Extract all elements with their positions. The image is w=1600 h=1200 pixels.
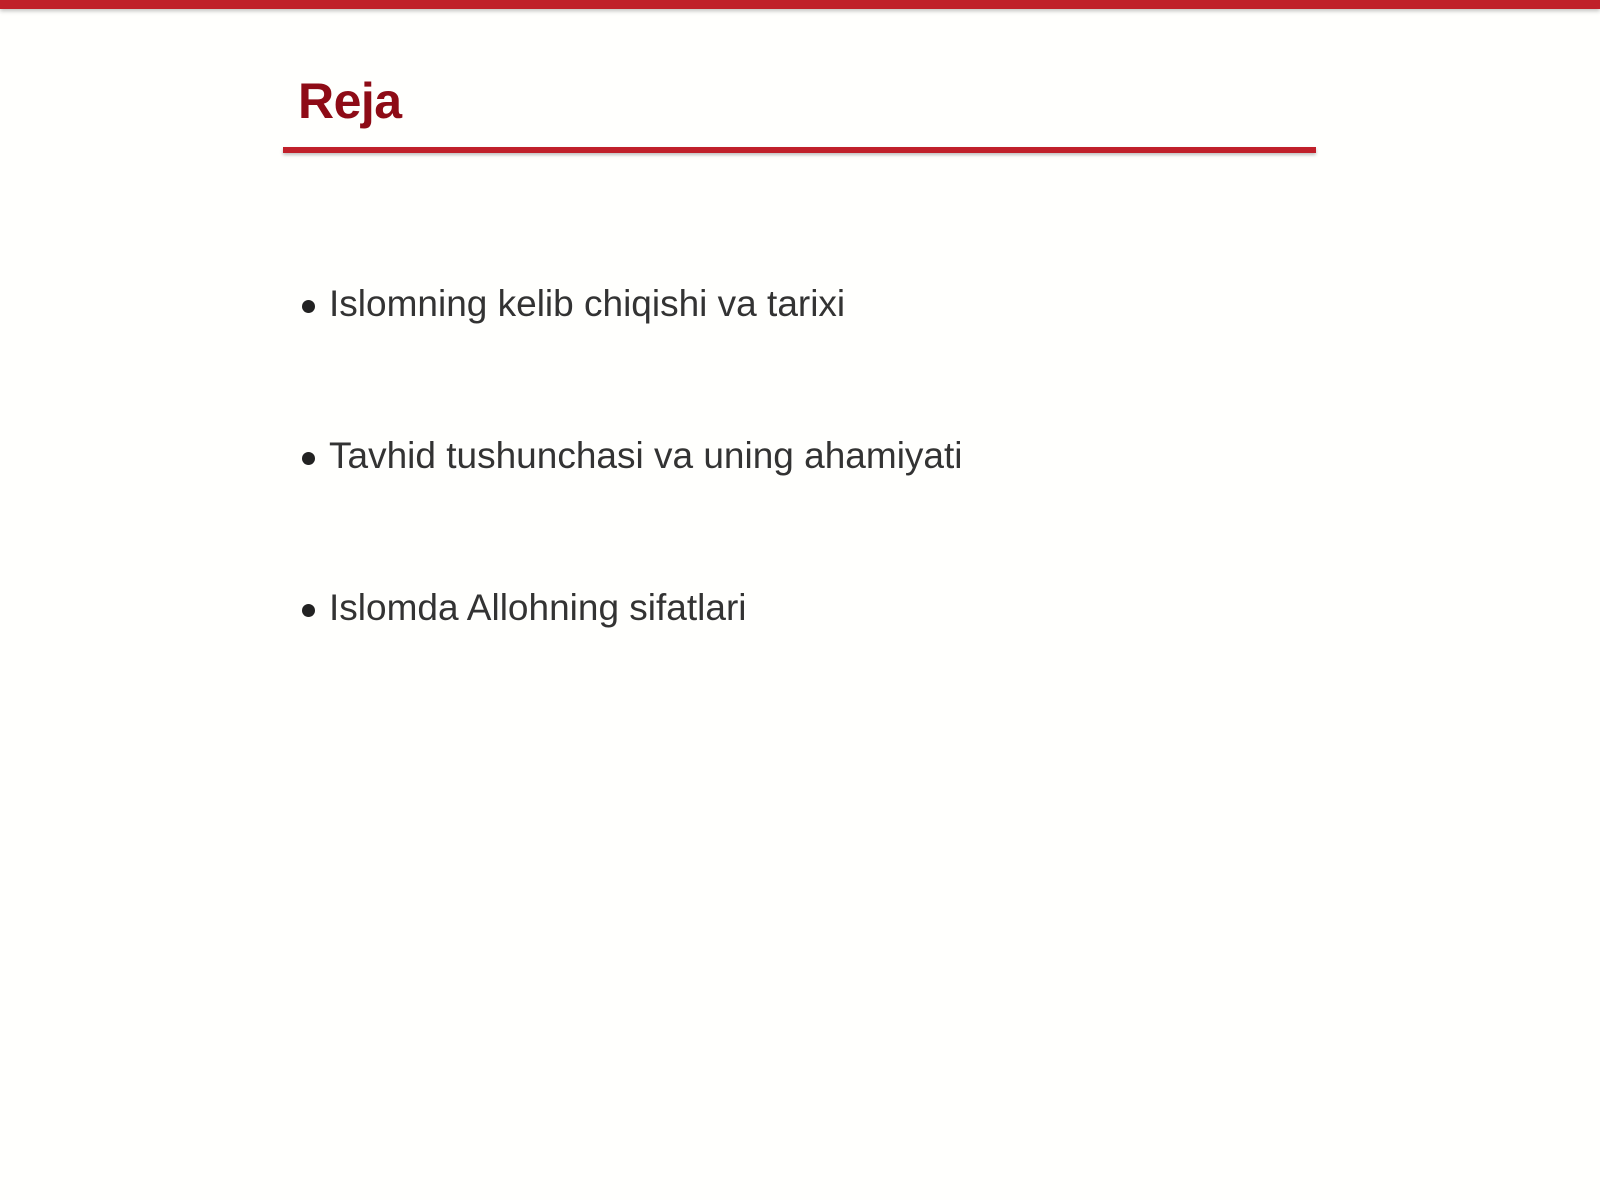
- slide-title: Reja: [298, 73, 402, 129]
- bullet-text: Islomda Allohning sifatlari: [329, 587, 747, 628]
- bullet-text: Islomning kelib chiqishi va tarixi: [329, 283, 846, 324]
- top-accent-bar: [0, 0, 1600, 9]
- bullet-dot-icon: [302, 604, 315, 617]
- list-item: [298, 432, 963, 480]
- bullet-dot-icon: [302, 452, 315, 465]
- bullet-dot-icon: [302, 300, 315, 313]
- title-underline: [283, 147, 1316, 153]
- list-item: [298, 584, 963, 632]
- list-item: [298, 280, 963, 328]
- bullet-list: [298, 280, 963, 736]
- bullet-text: Tavhid tushunchasi va uning ahamiyati: [329, 435, 963, 476]
